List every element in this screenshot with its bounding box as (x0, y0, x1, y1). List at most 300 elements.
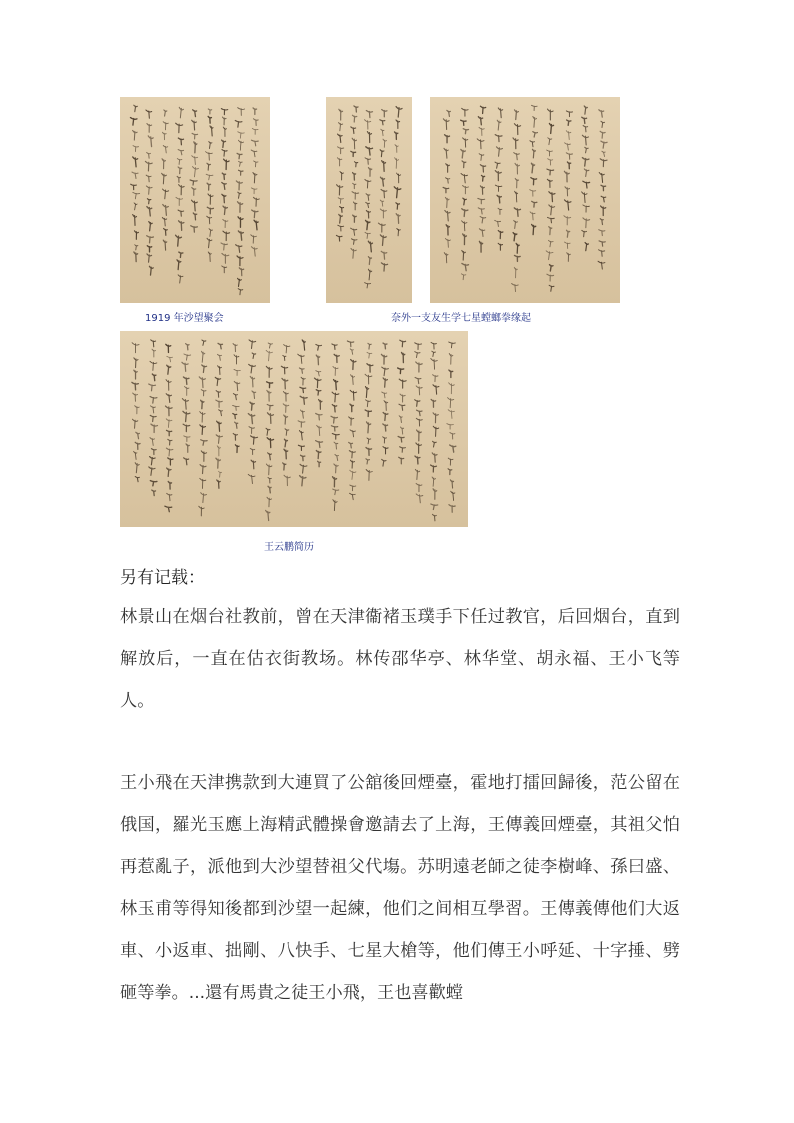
handwritten-character (134, 370, 137, 379)
handwritten-character (382, 459, 386, 466)
handwritten-character (267, 413, 273, 424)
handwritten-character (366, 469, 372, 480)
handwritten-character (549, 265, 553, 271)
handwritten-character (152, 349, 155, 357)
handwritten-character (514, 153, 520, 160)
handwritten-character (398, 368, 404, 374)
handwritten-character (416, 386, 422, 395)
handwritten-character (208, 194, 213, 204)
handwritten-character (132, 343, 139, 353)
handwritten-character (209, 229, 212, 237)
handwritten-character (383, 412, 388, 420)
handwritten-character (353, 202, 356, 210)
handwritten-character (267, 404, 273, 410)
handwritten-character (531, 163, 534, 173)
handwritten-character (433, 441, 437, 447)
handwritten-character (339, 214, 343, 223)
handwritten-character (200, 465, 206, 474)
handwritten-character (353, 215, 357, 222)
handwritten-character (147, 254, 152, 262)
handwritten-character (223, 127, 226, 136)
handwritten-character (179, 252, 183, 257)
handwritten-character (416, 362, 422, 372)
handwritten-character (318, 461, 321, 466)
handwritten-character (547, 274, 554, 281)
handwritten-character (183, 411, 190, 421)
handwritten-character (202, 365, 207, 373)
handwritten-character (192, 188, 196, 196)
handwritten-character (514, 124, 520, 135)
handwritten-character (165, 506, 172, 512)
handwritten-character (601, 185, 606, 190)
handwritten-character (495, 185, 502, 191)
handwritten-character (176, 235, 182, 246)
handwritten-character (352, 138, 356, 149)
handwritten-character (599, 230, 605, 236)
handwritten-character (163, 240, 167, 250)
handwritten-character (565, 187, 570, 196)
handwritten-character (250, 376, 254, 387)
handwritten-character (222, 117, 226, 125)
handwritten-character (399, 416, 402, 423)
handwritten-character (315, 378, 321, 388)
handwritten-character (585, 242, 588, 250)
handwritten-character (367, 352, 372, 358)
handwritten-character (135, 477, 139, 482)
handwritten-character (462, 209, 468, 217)
handwritten-character (381, 263, 387, 271)
handwritten-character (367, 422, 371, 433)
handwritten-character (199, 506, 204, 516)
handwritten-character (549, 192, 555, 202)
handwritten-character (532, 224, 536, 234)
handwritten-character (366, 210, 370, 218)
handwritten-character (201, 451, 206, 461)
handwritten-character (167, 468, 171, 476)
handwritten-character (444, 253, 448, 263)
handwritten-character (233, 413, 237, 418)
handwritten-character (478, 117, 482, 125)
handwritten-character (131, 184, 137, 189)
handwritten-character (352, 192, 359, 199)
handwritten-character (135, 463, 139, 473)
handwritten-character (415, 377, 421, 383)
handwritten-character (583, 181, 590, 188)
handwritten-character (365, 283, 371, 288)
handwritten-character (450, 480, 453, 488)
handwritten-character (332, 344, 337, 349)
handwritten-character (353, 183, 356, 188)
handwritten-character (497, 195, 501, 203)
handwritten-character (378, 223, 385, 232)
handwritten-character (266, 350, 272, 361)
handwritten-character (268, 453, 272, 460)
handwritten-character (446, 225, 449, 235)
handwritten-character (332, 434, 339, 440)
handwritten-character (400, 340, 406, 347)
handwritten-character (450, 432, 455, 439)
handwritten-character (177, 159, 182, 165)
handwritten-character (238, 108, 245, 116)
handwritten-character (182, 399, 188, 410)
handwritten-character (381, 354, 386, 364)
handwritten-character (350, 485, 356, 491)
handwritten-character (530, 141, 535, 147)
handwritten-character (185, 386, 189, 395)
handwritten-character (496, 147, 502, 156)
handwritten-character (397, 228, 401, 235)
handwritten-character (281, 366, 287, 374)
handwritten-character (217, 354, 221, 360)
handwritten-character (433, 375, 438, 382)
handwritten-character (254, 220, 258, 230)
handwritten-character (582, 135, 588, 145)
handwritten-character (233, 394, 237, 400)
handwritten-character (208, 109, 211, 114)
handwritten-character (432, 477, 436, 486)
handwritten-character (566, 131, 571, 140)
handwritten-character (366, 202, 370, 207)
handwritten-character (333, 500, 337, 511)
handwritten-character (495, 171, 501, 181)
handwritten-character (149, 384, 156, 391)
handwritten-character (599, 241, 605, 246)
handwritten-character (300, 410, 304, 418)
handwritten-character (162, 173, 167, 184)
handwritten-character (515, 255, 521, 261)
handwritten-character (478, 198, 485, 203)
handwritten-character (135, 406, 139, 414)
handwritten-character (186, 444, 189, 453)
handwritten-character (380, 209, 386, 218)
handwritten-character (238, 278, 242, 286)
handwritten-character (251, 247, 257, 256)
handwritten-character (253, 108, 256, 114)
handwritten-character (383, 378, 387, 387)
handwritten-character (249, 364, 256, 373)
handwritten-character (415, 343, 422, 350)
handwritten-character (151, 424, 157, 432)
handwritten-character (353, 173, 356, 181)
handwritten-character (516, 243, 519, 253)
handwritten-character (445, 238, 450, 247)
handwritten-character (316, 390, 321, 395)
handwritten-character (192, 133, 198, 139)
handwritten-character (480, 186, 484, 194)
handwritten-character (177, 176, 180, 182)
handwritten-character (319, 400, 322, 410)
handwritten-character (381, 177, 385, 186)
handwritten-character (179, 185, 184, 195)
handwritten-character (147, 124, 152, 133)
handwritten-character (451, 491, 455, 500)
handwritten-character (149, 222, 152, 231)
handwritten-character (268, 477, 271, 483)
handwritten-character (565, 200, 571, 210)
handwritten-character (332, 405, 336, 412)
handwritten-character (207, 207, 213, 214)
handwritten-character (217, 480, 220, 488)
handwritten-character (133, 393, 138, 401)
handwritten-character (530, 212, 535, 220)
handwritten-character (252, 210, 258, 218)
handwritten-character (162, 132, 166, 139)
handwritten-character (366, 111, 372, 118)
handwritten-character (337, 158, 341, 166)
handwritten-character (564, 242, 570, 248)
handwritten-character (415, 469, 419, 479)
handwritten-character (397, 173, 401, 183)
handwritten-character (548, 159, 553, 165)
handwritten-character (477, 139, 484, 149)
handwritten-character (285, 429, 289, 436)
handwritten-character (167, 493, 172, 500)
handwritten-character (224, 159, 230, 169)
handwritten-character (192, 200, 198, 211)
handwritten-character (133, 215, 137, 226)
handwritten-character (176, 197, 183, 205)
handwritten-character (433, 426, 438, 436)
handwritten-character (384, 401, 388, 411)
handwriting-texture (326, 97, 412, 303)
handwritten-character (284, 475, 290, 485)
handwritten-character (149, 266, 153, 275)
handwritten-character (223, 219, 228, 227)
handwritten-character (479, 154, 484, 161)
handwritten-character (266, 510, 270, 520)
handwritten-character (235, 422, 238, 428)
handwritten-character (135, 245, 138, 250)
handwritten-character (238, 217, 243, 227)
handwritten-character (234, 381, 239, 390)
handwritten-character (380, 150, 384, 157)
handwritten-character (339, 109, 343, 120)
handwritten-character (400, 447, 406, 453)
handwritten-character (564, 216, 571, 225)
handwritten-character (150, 361, 157, 370)
handwritten-character (222, 266, 227, 273)
handwritten-character (216, 391, 220, 398)
handwritten-character (316, 344, 322, 350)
handwritten-character (400, 427, 403, 434)
handwritten-character (443, 187, 449, 192)
handwritten-character (480, 106, 485, 113)
handwritten-character (366, 194, 370, 201)
handwritten-character (162, 159, 165, 169)
handwritten-character (249, 340, 256, 349)
handwritten-character (444, 148, 448, 158)
handwritten-character (416, 494, 423, 503)
handwritten-character (216, 458, 220, 468)
handwritten-character (251, 460, 255, 469)
handwritten-character (366, 147, 373, 155)
handwritten-character (300, 464, 307, 473)
handwritten-character (163, 189, 169, 199)
handwritten-character (600, 131, 605, 138)
handwritten-character (549, 227, 552, 235)
handwritten-character (547, 109, 553, 120)
paragraph-lin-jingshan: 林景山在烟台社教前，曾在天津衞褚玉璞手下任过教官，后回烟台，直到解放后，一直在估衣街教场。林传邵华亭、林华堂、胡永福、王小飞等人。 (120, 607, 680, 711)
handwritten-character (233, 434, 237, 441)
handwritten-character (133, 130, 138, 140)
handwritten-character (599, 110, 604, 117)
handwritten-character (300, 396, 307, 404)
handwritten-character (251, 235, 257, 243)
handwritten-character (222, 194, 226, 203)
handwritten-character (338, 198, 343, 204)
handwritten-character (365, 410, 371, 417)
handwritten-character (266, 366, 272, 377)
handwritten-character (432, 351, 436, 356)
handwritten-character (461, 274, 465, 280)
handwritten-character (223, 206, 227, 214)
handwritten-character (433, 489, 437, 499)
handwritten-character (445, 210, 450, 220)
handwritten-character (201, 390, 206, 396)
handwritten-character (480, 217, 486, 223)
handwritten-character (238, 202, 243, 212)
handwritten-character (335, 454, 338, 460)
handwritten-character (152, 374, 156, 381)
handwritten-character (350, 349, 353, 354)
photo-caption-lineage: 奈外一支友生学七星螳螂拳缘起 (391, 313, 531, 324)
handwriting-texture (120, 331, 468, 527)
handwritten-character (184, 354, 191, 360)
handwritten-character (166, 419, 172, 428)
handwritten-character (207, 216, 212, 224)
handwritten-character (134, 231, 138, 240)
handwritten-character (548, 240, 553, 246)
handwritten-character (316, 441, 323, 448)
handwritten-character (601, 196, 606, 202)
handwriting-texture (430, 97, 620, 303)
handwritten-character (601, 121, 605, 127)
handwritten-character (334, 464, 338, 473)
handwritten-character (152, 490, 156, 496)
handwritten-character (284, 345, 290, 353)
handwritten-character (340, 207, 344, 213)
handwritten-character (513, 138, 518, 149)
handwritten-character (567, 120, 571, 125)
handwritten-character (215, 377, 220, 385)
handwritten-character (238, 132, 244, 138)
handwritten-character (183, 424, 190, 431)
manuscript-photo-1919-gathering (120, 97, 270, 303)
handwritten-character (147, 207, 152, 216)
handwritten-character (238, 289, 243, 295)
handwritten-character (497, 120, 501, 130)
handwritten-character (349, 493, 355, 499)
handwritten-character (431, 342, 436, 349)
handwritten-character (177, 260, 181, 270)
handwritten-character (202, 351, 205, 362)
handwritten-character (316, 371, 321, 376)
handwritten-character (299, 368, 304, 373)
section-heading: 另有记载： (120, 568, 205, 588)
handwritten-character (367, 364, 373, 372)
handwritten-character (238, 192, 241, 198)
handwritten-character (382, 110, 387, 117)
handwritten-character (549, 285, 554, 291)
handwritten-character (462, 161, 466, 168)
handwritten-character (498, 208, 502, 214)
handwritten-character (366, 400, 371, 407)
handwritten-character (130, 118, 137, 126)
handwritten-character (365, 120, 371, 129)
handwritten-character (182, 362, 188, 371)
handwritten-character (221, 109, 227, 115)
handwritten-character (184, 436, 190, 442)
handwritten-character (268, 343, 272, 348)
handwritten-character (254, 197, 260, 206)
handwritten-character (396, 214, 400, 224)
handwritten-character (350, 404, 353, 412)
handwritten-character (463, 138, 468, 147)
handwritten-character (565, 143, 571, 150)
handwritten-character (395, 158, 399, 169)
handwritten-character (248, 414, 254, 424)
handwriting-texture (120, 97, 270, 303)
handwritten-character (135, 442, 140, 449)
handwritten-character (268, 486, 271, 493)
handwritten-character (583, 126, 587, 132)
handwritten-character (298, 354, 304, 363)
handwritten-character (352, 115, 356, 122)
handwritten-character (381, 251, 386, 259)
handwritten-character (383, 424, 388, 431)
handwritten-character (548, 217, 555, 222)
handwritten-character (461, 120, 467, 125)
handwritten-character (166, 344, 171, 352)
handwritten-character (546, 251, 553, 260)
handwritten-character (479, 229, 484, 237)
handwritten-character (282, 378, 288, 388)
handwritten-character (366, 459, 370, 464)
handwritten-character (396, 203, 400, 209)
handwritten-character (584, 106, 587, 114)
handwritten-character (548, 138, 552, 145)
handwritten-character (463, 129, 468, 134)
handwritten-character (134, 203, 137, 210)
handwritten-character (236, 245, 242, 253)
handwritten-character (432, 453, 437, 462)
handwritten-character (201, 440, 207, 445)
handwritten-character (514, 208, 520, 217)
handwritten-character (216, 435, 222, 444)
handwritten-character (583, 218, 590, 228)
handwritten-character (380, 120, 385, 125)
handwritten-character (223, 231, 230, 241)
handwritten-character (365, 374, 372, 384)
handwritten-character (145, 161, 152, 171)
handwritten-character (395, 145, 398, 153)
handwritten-character (380, 200, 383, 206)
handwritten-character (449, 342, 456, 348)
handwritten-character (207, 238, 212, 247)
handwritten-character (283, 463, 286, 470)
handwritten-character (183, 377, 188, 384)
handwritten-character (567, 253, 570, 262)
handwritten-character (167, 356, 173, 362)
handwritten-character (283, 392, 288, 402)
handwritten-character (184, 458, 189, 465)
handwritten-character (601, 206, 606, 216)
handwritten-character (146, 175, 151, 182)
handwritten-character (132, 382, 138, 390)
handwritten-character (254, 161, 258, 167)
handwritten-character (166, 380, 171, 391)
handwritten-character (133, 157, 138, 167)
